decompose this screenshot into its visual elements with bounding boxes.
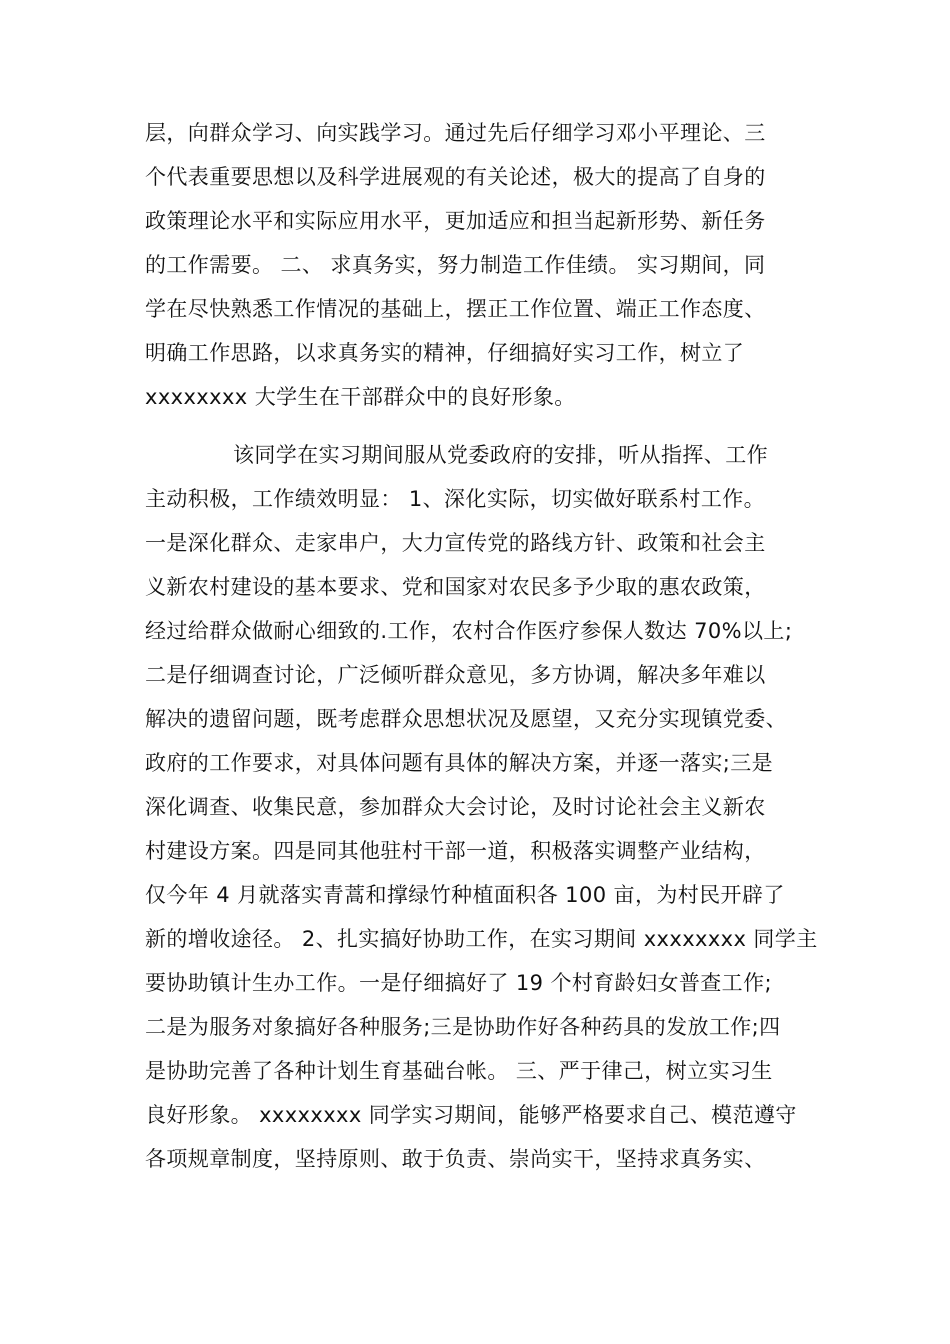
text-line: 一是深化群众、走家串户，大力宣传党的路线方针、政策和社会主	[145, 531, 766, 555]
text-line: 各项规章制度，坚持原则、敢于负责、崇尚实干，坚持求真务实、	[145, 1147, 766, 1171]
text-line: 要协助镇计生办工作。一是仔细搞好了 19 个村育龄妇女普查工作;	[145, 971, 772, 995]
text-line: 解决的遗留问题，既考虑群众思想状况及愿望，又充分实现镇党委、	[145, 707, 787, 731]
text-line: 经过给群众做耐心细致的.工作，农村合作医疗参保人数达 70%以上;	[145, 619, 793, 643]
text-line: 义新农村建设的基本要求、党和国家对农民多予少取的惠农政策，	[145, 575, 766, 599]
text-line: 政府的工作要求，对具体问题有具体的解决方案，并逐一落实;三是	[145, 751, 774, 775]
text-line: xxxxxxxx 大学生在干部群众中的良好形象。	[145, 385, 576, 409]
text-line: 仅今年 4 月就落实青蒿和撑绿竹种植面积各 100 亩，为村民开辟了	[145, 883, 785, 907]
text-line: 村建设方案。四是同其他驻村干部一道，积极落实调整产业结构，	[145, 839, 766, 863]
text-line: 二是为服务对象搞好各种服务;三是协助作好各种药具的发放工作;四	[145, 1015, 781, 1039]
paragraph-first-line: 该同学在实习期间服从党委政府的安排，听从指挥、工作	[233, 443, 768, 467]
text-line: 良好形象。 xxxxxxxx 同学实习期间，能够严格要求自己、模范遵守	[145, 1103, 797, 1127]
text-line: 政策理论水平和实际应用水平，更加适应和担当起新形势、新任务	[145, 209, 766, 233]
text-line: 学在尽快熟悉工作情况的基础上，摆正工作位置、端正工作态度、	[145, 297, 766, 321]
text-line: 主动积极，工作绩效明显： 1、深化实际，切实做好联系村工作。	[145, 487, 766, 511]
text-line: 二是仔细调查讨论，广泛倾听群众意见，多方协调，解决多年难以	[145, 663, 766, 687]
text-line: 新的增收途径。 2、扎实搞好协助工作，在实习期间 xxxxxxxx 同学主	[145, 927, 818, 951]
text-line: 明确工作思路，以求真务实的精神，仔细搞好实习工作，树立了	[145, 341, 745, 365]
text-line: 是协助完善了各种计划生育基础台帐。 三、严于律己，树立实习生	[145, 1059, 773, 1083]
text-line: 的工作需要。 二、 求真务实，努力制造工作佳绩。 实习期间，同	[145, 253, 766, 277]
text-line: 个代表重要思想以及科学进展观的有关论述，极大的提高了自身的	[145, 165, 766, 189]
text-line: 层，向群众学习、向实践学习。通过先后仔细学习邓小平理论、三	[145, 121, 766, 145]
text-line: 深化调查、收集民意，参加群众大会讨论，及时讨论社会主义新农	[145, 795, 766, 819]
